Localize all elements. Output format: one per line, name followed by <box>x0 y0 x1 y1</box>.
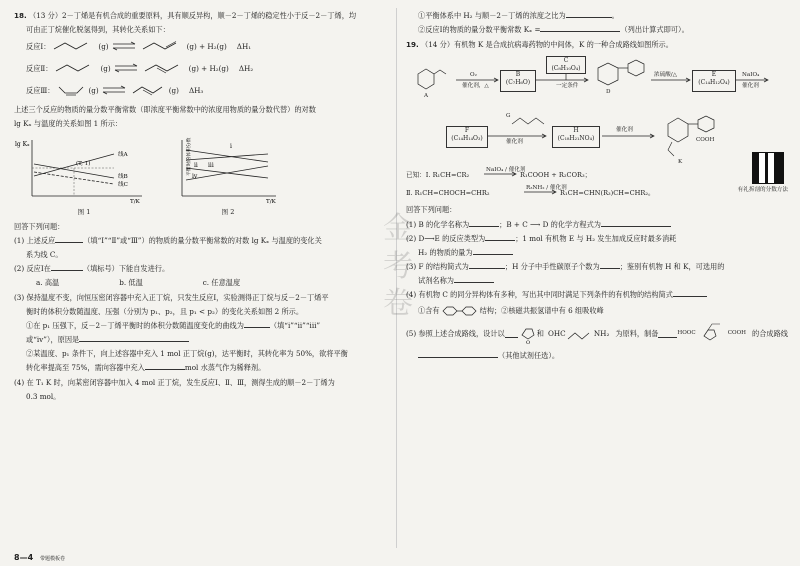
curve-iii-label: iii <box>208 161 214 169</box>
ohc-label: OHC <box>547 328 566 338</box>
step-1-condition: 催化剂，△ <box>462 83 489 90</box>
figures-row <box>14 136 386 217</box>
reaction-2 <box>14 60 386 76</box>
q19-part-3: (3) F 的结构简式为 ；H 分子中手性碳原子个数为 ；鉴别有机物 H 和 K，可选用的 <box>406 262 725 272</box>
answer-blank[interactable] <box>673 289 707 297</box>
trans-2-butene-structure <box>143 62 187 74</box>
q18-intro-text: 2－丁烯是有机合成的重要原料，具有顺反异构，顺－2－丁烯的稳定性小于反－2－丁烯，均 <box>62 11 357 20</box>
q18-part-4-b: 0.3 mol。 <box>26 391 61 401</box>
curve-ii-label: ii <box>194 161 198 169</box>
step-1-reagent: O₂ <box>470 72 477 79</box>
answer-blank[interactable] <box>51 263 83 271</box>
answer-blank[interactable] <box>540 24 620 32</box>
brand-label: 带题模板卷 <box>39 556 65 562</box>
butane-structure <box>54 62 98 74</box>
answer-blank[interactable] <box>79 334 189 342</box>
figure-1-xlabel: T/K <box>130 198 140 204</box>
known-2-reagent: R₃NH₂ / 催化剂 <box>526 185 567 192</box>
choice-a: a. 高温 <box>36 278 60 288</box>
cis-2-butene-structure <box>57 84 87 96</box>
compound-c-box: C (C₈H₁₀O₄) <box>546 56 586 74</box>
figure-1-plot <box>14 136 154 204</box>
curve-iv-label: iv <box>192 172 198 180</box>
q18-cont-1: ①平衡体系中 H₂ 与顺－2－丁烯的浓度之比为 。 <box>418 11 619 20</box>
page-number: 8—4 <box>14 553 34 562</box>
answer-blank[interactable] <box>566 10 612 18</box>
answer-blank[interactable] <box>505 330 518 338</box>
reagent-g-label: G <box>506 113 511 120</box>
known-2: Ⅱ. R₁CH=CHOCH=CHR₂ <box>406 189 490 198</box>
curve-i-label: i <box>230 142 232 150</box>
known-1: 已知：Ⅰ. R₁CH=CR₂ <box>406 171 470 180</box>
q19-score: （14 分） <box>421 40 455 50</box>
hooc-label: HOOC <box>677 330 696 337</box>
answer-blank[interactable] <box>244 320 270 328</box>
nh2-label: NH₂ <box>593 328 610 338</box>
watermark: 金 考 卷 <box>383 211 413 321</box>
step-5-condition: 催化剂 <box>506 139 523 146</box>
reaction-2-enthalpy: ΔH₂ <box>238 63 254 73</box>
page-footer <box>14 553 65 562</box>
compound-b-box: B (C₇H₆O) <box>500 70 536 92</box>
q18-desc-1: 上述三个反应的物质的量分数平衡常数（即浓度平衡常数中的浓度用物质的量分数代替）的对数 <box>14 105 316 115</box>
q18-part-2: (2) 反应Ⅰ在 （填标号）下能自发进行。 <box>14 264 170 274</box>
reaction-3-products: (g) <box>168 85 179 95</box>
q18-intro-2: 可由正丁烷催化脱氢得到，其转化关系如下： <box>26 25 170 35</box>
compound-k-label: K <box>678 159 683 166</box>
right-column <box>406 10 788 544</box>
choice-b: b. 低温 <box>119 278 143 288</box>
choice-c: c. 任意温度 <box>202 278 241 288</box>
q18-desc-2: lg Kₓ 与温度的关系如图 1 所示： <box>14 119 123 129</box>
reaction-1-state: (g) <box>98 41 109 51</box>
amine-chain-structure <box>566 323 594 345</box>
q18-score: （13 分） <box>29 11 63 20</box>
line-a-label: 线A <box>118 151 128 158</box>
q18-part-3-f: ②某温度、p₁ 条件下，向上述容器中充入 1 mol 正丁烷(g)，达平衡时，其转化率为 50%，欲将平衡 <box>26 349 348 359</box>
q19-intro <box>406 39 788 50</box>
reaction-2-products: (g) + H₂(g) <box>188 63 229 73</box>
q18-part-4: (4) 在 T₁ K 时，向某密闭容器中加入 4 mol 正丁烷，发生反应Ⅰ、Ⅱ、Ⅲ，测得生成的顺－2－丁烯为 <box>14 377 335 387</box>
q18-part-3-c: ①在 p₁ 压强下，反－2－丁烯平衡时的体积分数随温度变化的曲线为 （填“i”“ii”“iii” <box>26 320 321 330</box>
point-label: (T, 1) <box>76 160 91 167</box>
q19-part-1: (1) B 的化学名称为 ；B + C ⟶ D 的化学方程式为 <box>406 219 788 230</box>
target-pyrrole-structure <box>696 322 728 346</box>
step-6-condition: 催化剂 <box>616 127 633 134</box>
q18-part-3-g: 转化率提高至 75%，需向容器中充入 mol 水蒸气作为稀释剂。 <box>26 363 266 373</box>
compound-f-box: F (C₁₄H₁₄O₃) <box>446 126 488 148</box>
figure-1-ylabel: lg Kₓ <box>15 140 30 148</box>
q19-part-2-b: H₂ 的物质的量为 <box>406 247 788 258</box>
equilibrium-arrow-icon <box>113 63 139 73</box>
compound-h-box: H (C₁₈H₂₁NO₄) <box>552 126 600 148</box>
answer-blank[interactable] <box>418 350 498 358</box>
reaction-1-enthalpy: ΔH₁ <box>236 41 252 51</box>
answer-blank[interactable] <box>454 275 494 283</box>
q19-part-2: (2) D⟶E 的反应类型为 ；1 mol 有机物 E 与 H₂ 发生加成反应时最多消耗 <box>406 233 677 243</box>
trans-2-butene-structure <box>131 84 167 96</box>
q19-answer-intro: 回答下列问题： <box>406 205 457 215</box>
q18-part-3-b: 衡时的体积分数随温度、压强（分别为 p₁、p₂，且 p₁ < p₂）的变化关系如图 2 所示。 <box>26 306 304 316</box>
known-1-reagent: NaIO₄ / 催化剂 <box>486 167 526 174</box>
answer-blank[interactable] <box>469 261 505 269</box>
step-4-condition: 催化剂 <box>742 83 759 90</box>
answer-blank[interactable] <box>658 330 677 338</box>
compound-d-label: D <box>606 89 611 96</box>
line-c-label: 线C <box>118 181 128 188</box>
reaction-1 <box>14 38 386 54</box>
reaction-3-state: (g) <box>88 85 99 95</box>
figure-2 <box>168 136 288 217</box>
q18-cont-2: ②反应Ⅰ的物质的量分数平衡常数 Kₓ = （列出计算式即可）。 <box>418 25 689 35</box>
q18-number: 18. <box>14 11 27 20</box>
answer-blank[interactable] <box>55 235 83 243</box>
reaction-2-label: 反应Ⅱ： <box>26 63 53 73</box>
svg-text:O: O <box>525 339 531 345</box>
figure-2-caption: 图 2 <box>221 207 235 216</box>
figure-2-plot <box>168 136 288 204</box>
equilibrium-arrow-icon <box>111 41 137 51</box>
answer-blank[interactable] <box>485 233 515 241</box>
curve-i <box>186 150 268 162</box>
reaction-1-products: (g) + H₂(g) <box>186 41 227 51</box>
q18-part-1: (1) 上述反应 （填“Ⅰ”“Ⅱ”或“Ⅲ”）的物质的量分数平衡常数的对数 lg Kₓ 与温度的变化关 <box>14 236 322 245</box>
q19-intro-text: 有机物 K 是合成抗病毒药物的中间体，K 的一种合成路线如图所示。 <box>454 40 673 50</box>
known-2-product: R₁CH=CHN(R₃)CH=CHR₂。 <box>560 189 655 198</box>
q18-intro <box>14 10 386 21</box>
step-3-condition: 浓硫酸/△ <box>654 72 677 79</box>
compound-a-label: A <box>424 93 429 100</box>
q19-part-4: (4) 有机物 C 的同分异构体有多种，写出其中同时满足下列条件的有机物的结构简式 <box>406 289 788 300</box>
figure-1-caption: 图 1 <box>77 207 91 216</box>
step-2-condition: 一定条件 <box>556 83 579 90</box>
answer-blank[interactable] <box>600 261 620 269</box>
line-b-label: 线B <box>118 173 128 180</box>
compound-e-box: E (C₁₄H₁₂O₄) <box>692 70 736 92</box>
reaction-3-label: 反应Ⅲ： <box>26 85 55 95</box>
figure-2-xlabel: T/K <box>266 198 276 204</box>
q18-answer-intro: 回答下列问题： <box>14 221 65 231</box>
qr-code-icon[interactable] <box>752 152 784 184</box>
biphenyl-structure <box>440 305 480 317</box>
figure-1 <box>14 136 154 217</box>
answer-blank[interactable] <box>469 219 499 227</box>
reaction-3 <box>14 82 386 98</box>
furan-structure <box>518 323 537 345</box>
equilibrium-arrow-icon <box>101 85 127 95</box>
q18-part-3-e: 或“iv”），原因是 <box>14 334 386 345</box>
q19-part-5-b: （其他试剂任选）。 <box>406 350 788 361</box>
reaction-3-enthalpy: ΔH₃ <box>188 85 204 95</box>
reaction-2-state: (g) <box>100 63 111 73</box>
k-cooh-label: COOH <box>696 137 715 144</box>
step-4-reagent: NaIO₄ <box>742 72 760 79</box>
1-butene-structure <box>141 40 185 52</box>
butane-structure <box>52 40 96 52</box>
qr-caption: 有礼拆剖的分数方法 <box>737 187 788 194</box>
left-column <box>14 10 386 544</box>
q18-part-1-cont: 系为线 C。 <box>26 250 63 260</box>
answer-blank[interactable] <box>473 247 513 255</box>
q19-part-4-b: ①含有 结构；②核磁共振氢谱中有 6 组吸收峰 <box>418 305 604 315</box>
figure-2-ylabel: 平衡时的体积分数 <box>187 137 192 176</box>
q19-number: 19. <box>406 40 419 50</box>
q19-part-3-b: 试剂名称为 <box>406 275 788 286</box>
curve-iv <box>186 166 268 180</box>
known-1-product: R₁COOH + R₂COR₃； <box>520 171 592 180</box>
q18-part-2-choices <box>14 277 386 288</box>
answer-blank[interactable] <box>145 362 185 370</box>
synthesis-scheme <box>406 54 788 200</box>
cooh-label: COOH <box>727 330 747 337</box>
q18-part-3: (3) 保持温度不变，向恒压密闭容器中充入正丁烷，只发生反应Ⅰ，实验测得正丁烷与反－2－丁烯平 <box>14 292 329 302</box>
q19-part-5: (5) 参照上述合成路线，设计以 O 和 OHC NH₂ 为原料，制备 HOOC COOH 的合成路线 <box>406 321 788 347</box>
curve-ii <box>186 154 268 160</box>
reaction-1-label: 反应Ⅰ： <box>26 41 51 51</box>
answer-blank[interactable] <box>601 219 671 227</box>
